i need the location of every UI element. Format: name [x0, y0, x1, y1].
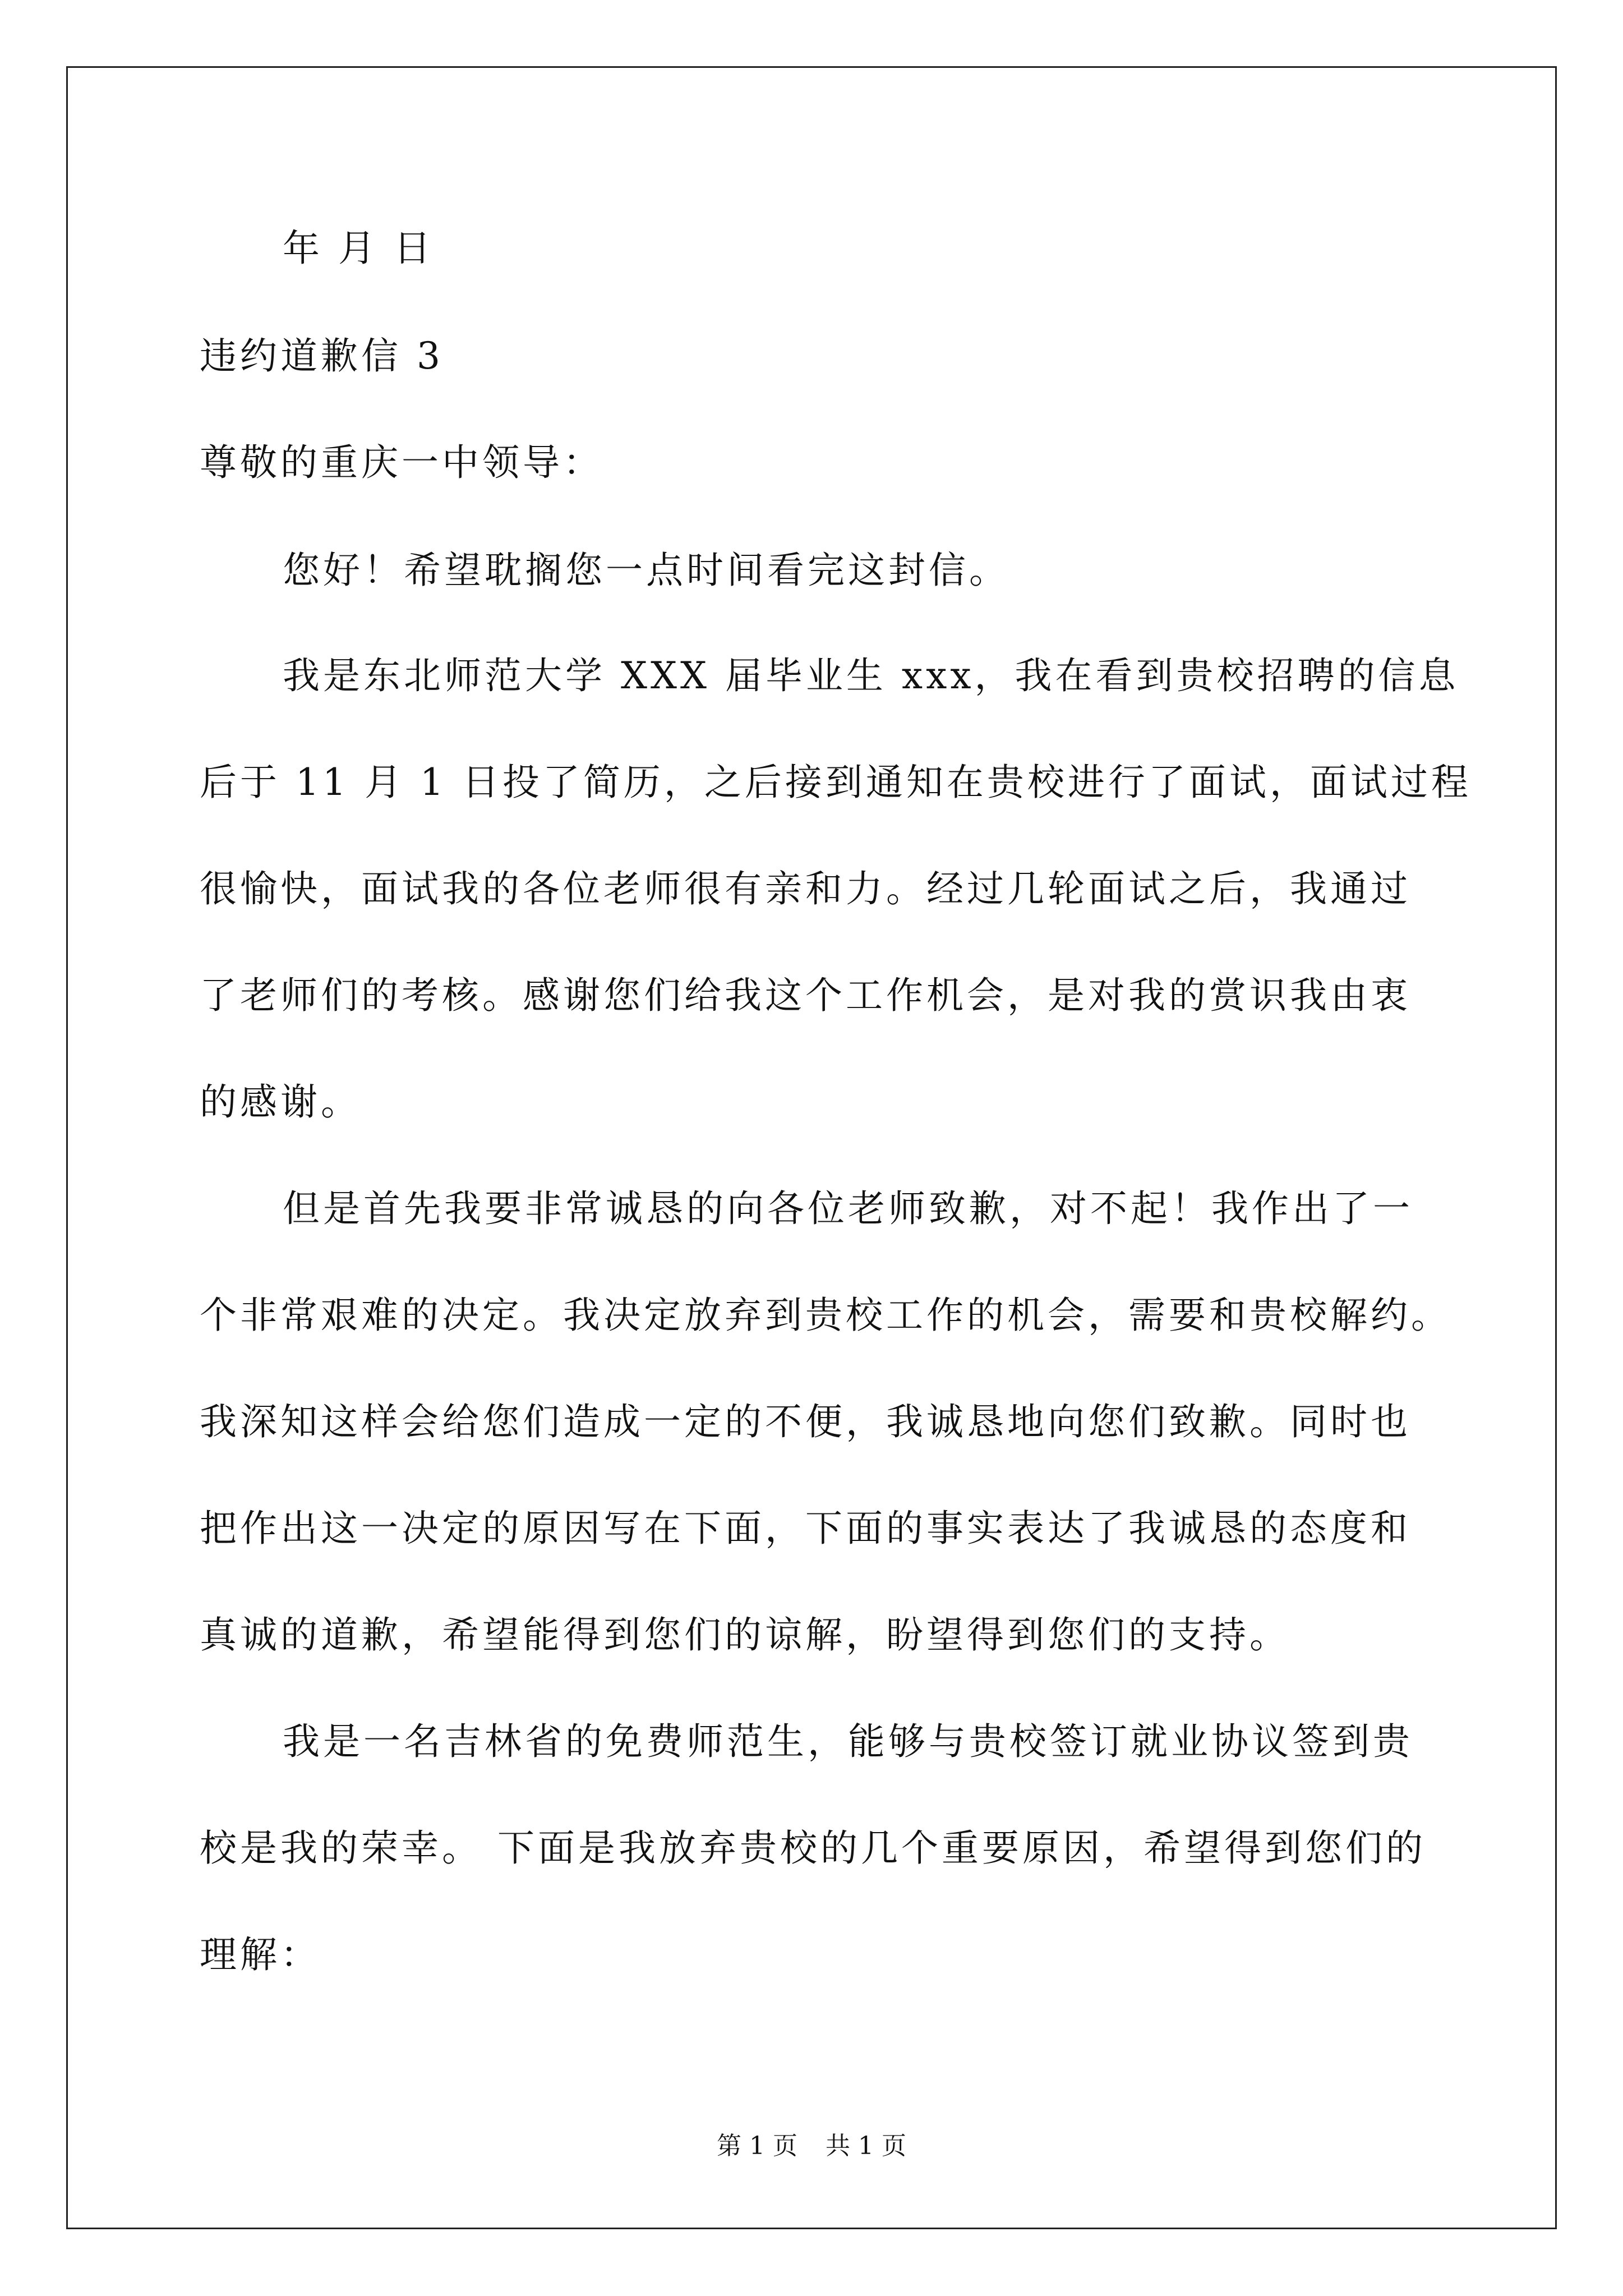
paragraph-2-line-4: 把作出这一决定的原因写在下面，下面的事实表达了我诚恳的态度和	[200, 1507, 1411, 1550]
salutation: 尊敬的重庆一中领导：	[200, 441, 603, 484]
paragraph-2-line-3: 我深知这样会给您们造成一定的不便，我诚恳地向您们致歉。同时也	[200, 1400, 1411, 1443]
paragraph-2-line-2: 个非常艰难的决定。我决定放弃到贵校工作的机会，需要和贵校解约。	[200, 1294, 1451, 1337]
page-footer	[0, 2129, 1623, 2163]
greeting: 您好！希望耽搁您一点时间看完这封信。	[283, 549, 1009, 592]
paragraph-1-line-5: 的感谢。	[200, 1080, 361, 1124]
page-border	[66, 66, 1557, 2229]
paragraph-2-line-1: 但是首先我要非常诚恳的向各位老师致歉，对不起！我作出了一	[283, 1187, 1413, 1230]
paragraph-1-line-4: 了老师们的考核。感谢您们给我这个工作机会，是对我的赏识我由衷	[200, 974, 1411, 1017]
paragraph-3-line-2: 校是我的荣幸。 下面是我放弃贵校的几个重要原因，希望得到您们的	[200, 1826, 1426, 1870]
letter-title: 违约道歉信 3	[200, 334, 444, 378]
page-number-total: 共 1 页	[826, 2132, 906, 2160]
paragraph-1-line-1: 我是东北师范大学 XXX 届毕业生 xxx，我在看到贵校招聘的信息	[283, 654, 1459, 697]
paragraph-3-line-3: 理解：	[200, 1933, 321, 1976]
paragraph-2-line-5: 真诚的道歉，希望能得到您们的谅解，盼望得到您们的支持。	[200, 1613, 1290, 1657]
date-line: 年 月 日	[283, 227, 434, 270]
page-number-current: 第 1 页	[717, 2132, 797, 2160]
paragraph-1-line-2: 后于 11 月 1 日投了简历，之后接到通知在贵校进行了面试，面试过程	[200, 761, 1472, 804]
paragraph-1-line-3: 很愉快，面试我的各位老师很有亲和力。经过几轮面试之后，我通过	[200, 867, 1411, 910]
paragraph-3-line-1: 我是一名吉林省的免费师范生，能够与贵校签订就业协议签到贵	[283, 1720, 1413, 1763]
